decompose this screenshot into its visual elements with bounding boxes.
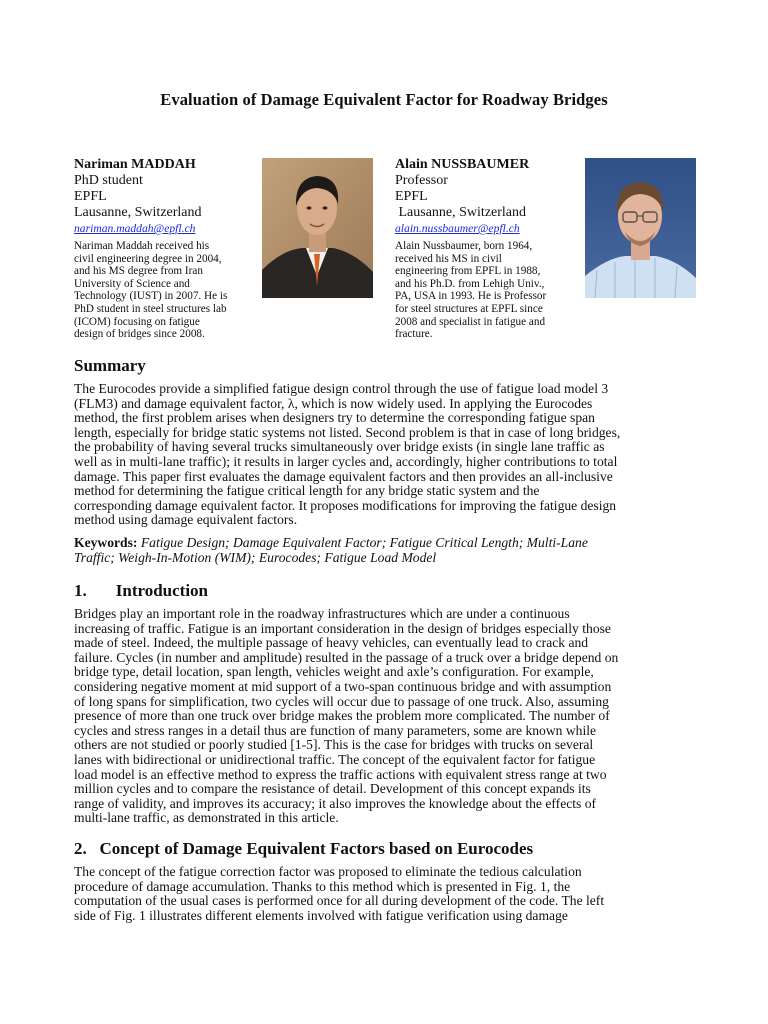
bio-line: fracture.: [395, 328, 433, 341]
text-line: of long spans for simplification, two cycles will occur due to passage of one truck. Also, assuming: [74, 693, 609, 709]
text-line: bridge type, detail location, span length, vehicles weight and axle’s configuration. For example,: [74, 664, 594, 680]
text-line: cycles and stress ranges in a detail thus are function of many parameters, some are known while: [74, 722, 597, 738]
text-line: presence of more than one truck over bridge makes the problem more complicated. The number of: [74, 708, 610, 724]
author-location: Lausanne, Switzerland: [74, 205, 202, 220]
concept-paragraph: [74, 865, 700, 923]
introduction-paragraph: [74, 607, 700, 826]
keywords-label: Keywords:: [74, 535, 138, 550]
bio-line: and his MS degree from Iran: [74, 265, 203, 278]
bio-line: University of Science and: [74, 277, 190, 290]
author-photo-1: [262, 158, 373, 298]
author-name: Nariman MADDAH: [74, 157, 196, 172]
author-bio-1: [74, 240, 227, 341]
section-heading-concept: 2. Concept of Damage Equivalent Factors based on Eurocodes: [74, 839, 534, 858]
bio-line: for steel structures at EPFL since: [395, 302, 543, 315]
text-line: multi-lane traffic, as demonstrated in this article.: [74, 810, 339, 826]
bio-line: and his Ph.D. from Lehigh Univ.,: [395, 277, 545, 290]
text-line: range of validity, and improves its accuracy; it also improves the knowledge about the effects of: [74, 795, 597, 811]
keywords-text: Traffic; Weigh-In-Motion (WIM); Eurocodes; Fatigue Load Model: [74, 549, 437, 565]
text-line: million cycles and to compare the resistance of detail. Development of this concept expands its: [74, 781, 591, 797]
text-line: damage. This paper first evaluates the damage equivalent factors and then provides an all-inclusive: [74, 468, 613, 484]
author-position: Professor: [395, 173, 448, 188]
text-line: The concept of the fatigue correction factor was proposed to eliminate the tedious calculation: [74, 864, 582, 879]
text-line: increasing of traffic. Fatigue is an important consideration in the design of bridges especially those: [74, 620, 611, 636]
bio-line: Alain Nussbaumer, born 1964,: [395, 240, 533, 252]
author-institution: EPFL: [395, 189, 428, 204]
text-line: side of Fig. 1 illustrates different elements involved with fatigue verification using damage: [74, 907, 568, 923]
bio-line: Nariman Maddah received his: [74, 240, 210, 252]
section-title: Introduction: [115, 581, 209, 600]
author-email-link[interactable]: nariman.maddah@epfl.ch: [74, 222, 196, 235]
text-line: well as in multi-lane traffic); it results in larger cycles and, accordingly, higher contributions to total: [74, 453, 618, 469]
author-bio-2: [395, 240, 546, 341]
bio-line: received his MS in civil: [395, 252, 502, 265]
author-block-2: [395, 157, 529, 237]
text-line: lanes with bidirectional or unidirectional traffic. The concept of the equivalent factor for fatigue: [74, 751, 596, 767]
text-line: method for determining the fatigue critical length for any bridge static system and the: [74, 483, 540, 499]
text-line: method, the first problem arises when designers try to determine the corresponding fatigue span: [74, 410, 595, 426]
author-email-link[interactable]: alain.nussbaumer@epfl.ch: [395, 222, 520, 235]
section-number: 1.: [74, 581, 87, 600]
author-institution: EPFL: [74, 189, 107, 204]
keywords-text: Fatigue Design; Damage Equivalent Factor; Fatigue Critical Length; Multi-Lane: [140, 535, 588, 550]
bio-line: design of bridges since 2008.: [74, 328, 205, 341]
text-line: Bridges play an important role in the roadway infrastructures which are under a continuous: [74, 606, 570, 621]
text-line: load model is an effective method to express the traffic actions with equivalent stress range at two: [74, 766, 607, 782]
paper-title: Evaluation of Damage Equivalent Factor for Roadway Bridges: [160, 90, 608, 109]
author-location: Lausanne, Switzerland: [395, 205, 527, 220]
text-line: corresponding damage equivalent factor. It proposes modifications for improving the fatigue design: [74, 497, 617, 513]
text-line: the probability of having several trucks simultaneously over bridge exists (in single lane traffic as: [74, 439, 605, 455]
text-line: failure. Cycles (in number and amplitude) resulted in the passage of a truck over a bridge depend on: [74, 649, 619, 665]
bio-line: PhD student in steel structures lab: [74, 302, 227, 315]
text-line: considering negative moment at mid support of a two-span continuous bridge and with assumption: [74, 678, 612, 694]
summary-paragraph: [74, 382, 700, 528]
keywords: [74, 536, 700, 565]
author-name: Alain NUSSBAUMER: [395, 157, 530, 172]
text-line: procedure of damage accumulation. Thanks to this method which is presented in Fig. 1, the: [74, 878, 571, 894]
bio-line: engineering from EPFL in 1988,: [395, 265, 541, 278]
bio-line: Technology (IUST) in 2007. He is: [74, 290, 228, 303]
section-heading-introduction: [74, 581, 208, 601]
summary-heading: Summary: [74, 356, 146, 375]
text-line: The Eurocodes provide a simplified fatigue design control through the use of fatigue load model 3: [74, 381, 609, 396]
author-block-1: [74, 157, 202, 237]
bio-line: (ICOM) focusing on fatigue: [74, 315, 200, 328]
text-line: made of steel. Indeed, the multiple passage of heavy vehicles, can eventually lead to crack and: [74, 635, 589, 651]
text-line: computation of the usual cases is performed once for all during development of the code. The left: [74, 893, 605, 909]
bio-line: 2008 and specialist in fatigue and: [395, 315, 546, 328]
text-line: length, especially for bridge static systems not listed. Second problem is that in case of long bridges,: [74, 424, 621, 440]
author-photo-2: [585, 158, 696, 298]
text-line: (FLM3) and damage equivalent factor, λ, which is now widely used. In applying the Eurocodes: [74, 395, 593, 411]
author-position: PhD student: [74, 173, 143, 188]
text-line: method using damage equivalent factors.: [74, 512, 298, 528]
bio-line: PA, USA in 1993. He is Professor: [395, 290, 547, 303]
bio-line: civil engineering degree in 2004,: [74, 252, 222, 265]
text-line: others are not studied or poorly studied [1-5]. This is the case for bridges with trucks on several: [74, 737, 594, 753]
